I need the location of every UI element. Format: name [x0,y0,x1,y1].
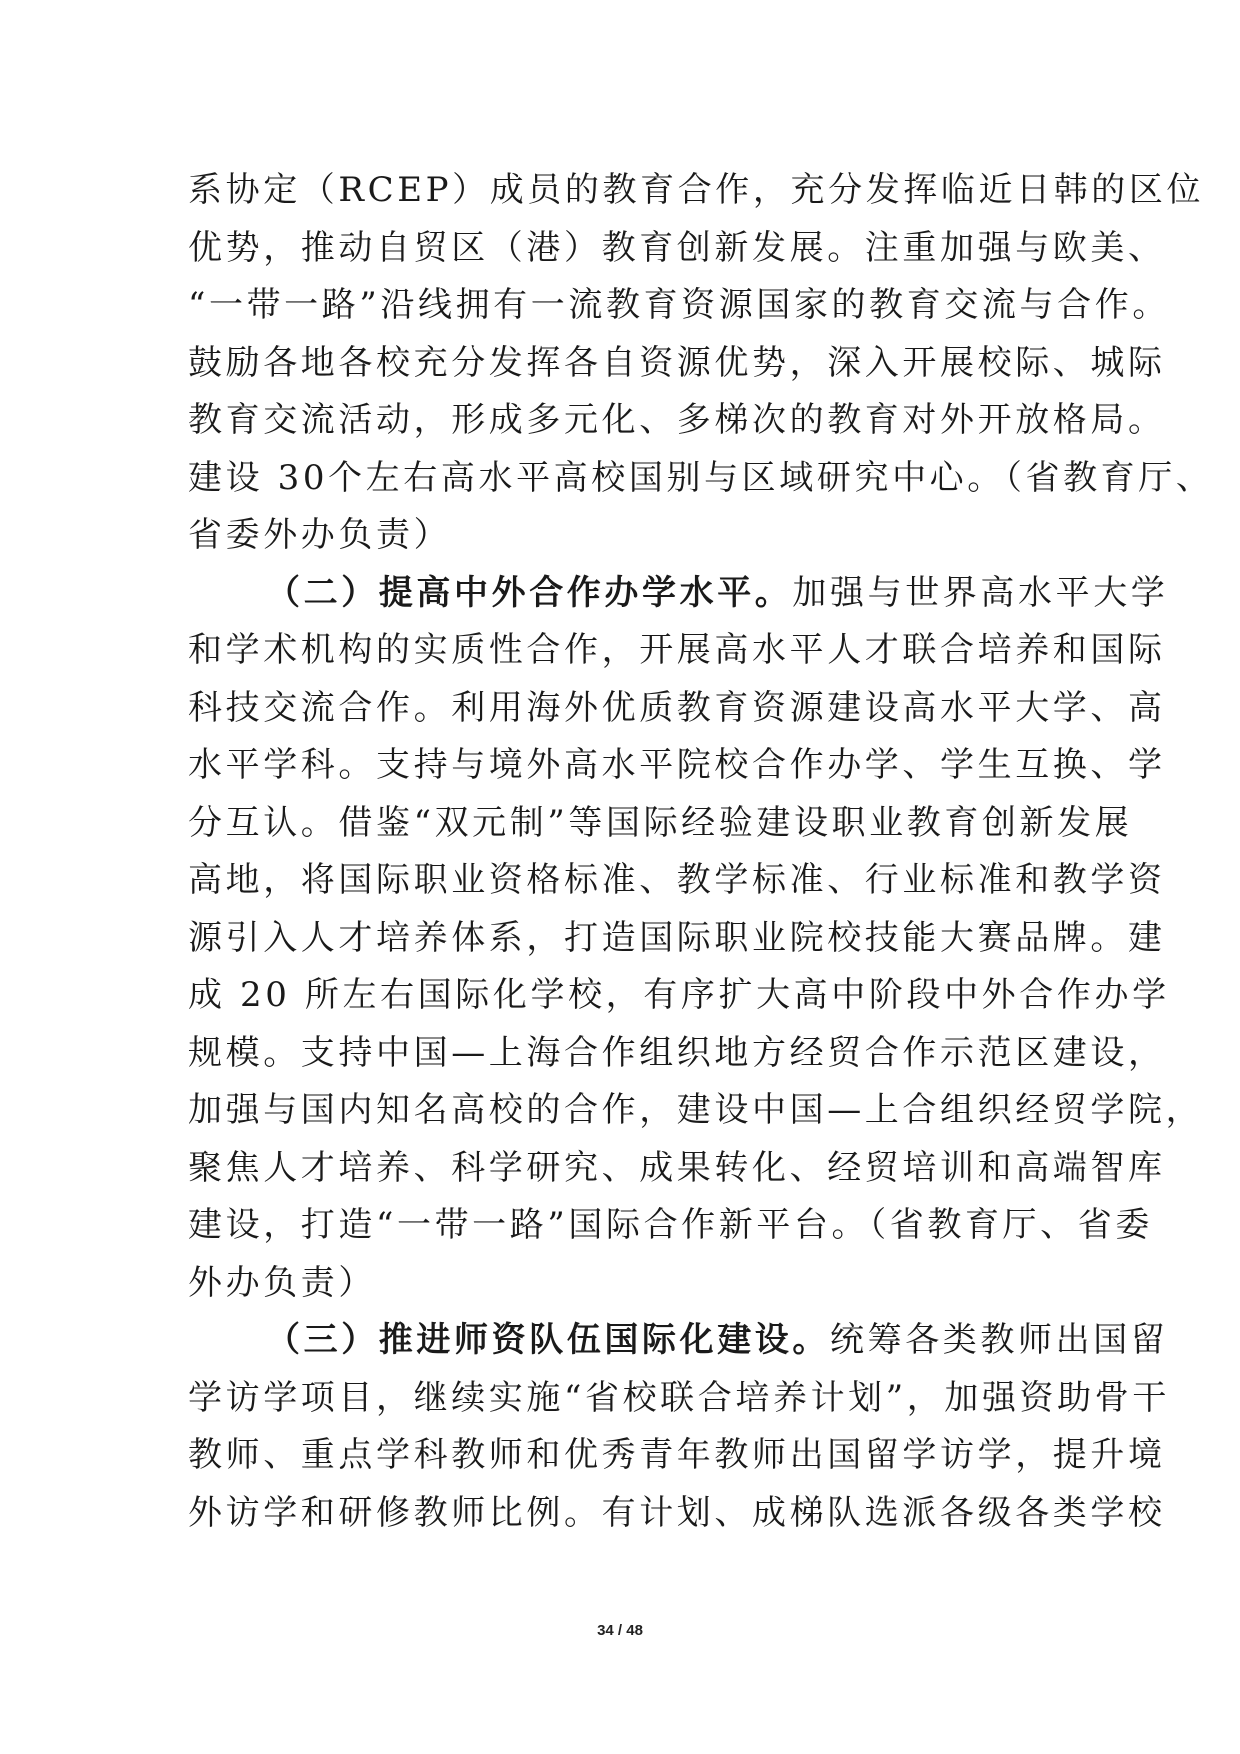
paragraph-3 [188,1312,1170,1542]
text-line: 教育交流活动，形成多元化、多梯次的教育对外开放格局。 [188,400,1166,440]
text-fragment: 统筹各类教师出国留 [830,1320,1169,1360]
text-line: 聚焦人才培养、科学研究、成果转化、经贸培训和高端智库 [188,1147,1166,1188]
paragraph-1 [188,162,1214,565]
text-line: 鼓励各地各校充分发挥各自资源优势，深入开展校际、城际 [188,342,1166,383]
text-line: 省委外办负责） [188,515,452,555]
text-line: 建设 30个左右高水平高校国别与区域研究中心。（省教育厅、 [188,457,1214,498]
text-line: 建设，打造“一带一路”国际合作新平台。（省教育厅、省委 [188,1205,1153,1245]
paragraph-2 [188,565,1204,1313]
paragraph-first-line [188,1312,1169,1370]
text-line: 外办负责） [188,1262,376,1303]
text-line: 教师、重点学科教师和优秀青年教师出国留学访学，提升境 [188,1435,1166,1475]
document-body [188,162,1214,1542]
text-line: 源引入人才培养体系，打造国际职业院校技能大赛品牌。建 [188,917,1166,958]
section-heading: （二）提高中外合作办学水平。 [266,572,793,613]
text-line: 科技交流合作。利用海外优质教育资源建设高水平大学、高 [188,687,1166,728]
text-line: 高地，将国际职业资格标准、教学标准、行业标准和教学资 [188,860,1166,900]
page-number: 34 / 48 [597,1622,643,1639]
text-line: “一带一路”沿线拥有一流教育资源国家的教育交流与合作。 [188,285,1170,325]
text-line: 加强与国内知名高校的合作，建设中国—上合组织经贸学院， [188,1090,1204,1130]
text-line: 规模。支持中国—上海合作组织地方经贸合作示范区建设， [188,1032,1166,1073]
text-line: 学访学项目，继续实施“省校联合培养计划”，加强资助骨干 [188,1377,1170,1418]
text-line: 成 20 所左右国际化学校，有序扩大高中阶段中外合作办学 [188,975,1170,1015]
text-line: 优势，推动自贸区（港）教育创新发展。注重加强与欧美、 [188,227,1166,268]
text-line: 外访学和研修教师比例。有计划、成梯队选派各级各类学校 [188,1492,1166,1533]
text-line: 分互认。借鉴“双元制”等国际经验建设职业教育创新发展 [188,802,1133,843]
text-line: 系协定（RCEP）成员的教育合作，充分发挥临近日韩的区位 [188,170,1205,210]
text-fragment: 加强与世界高水平大学 [792,572,1169,613]
section-heading: （三）推进师资队伍国际化建设。 [266,1320,830,1360]
text-line: 水平学科。支持与境外高水平院校合作办学、学生互换、学 [188,745,1166,785]
text-line: 和学术机构的实质性合作，开展高水平人才联合培养和国际 [188,630,1166,670]
paragraph-first-line [188,565,1169,623]
